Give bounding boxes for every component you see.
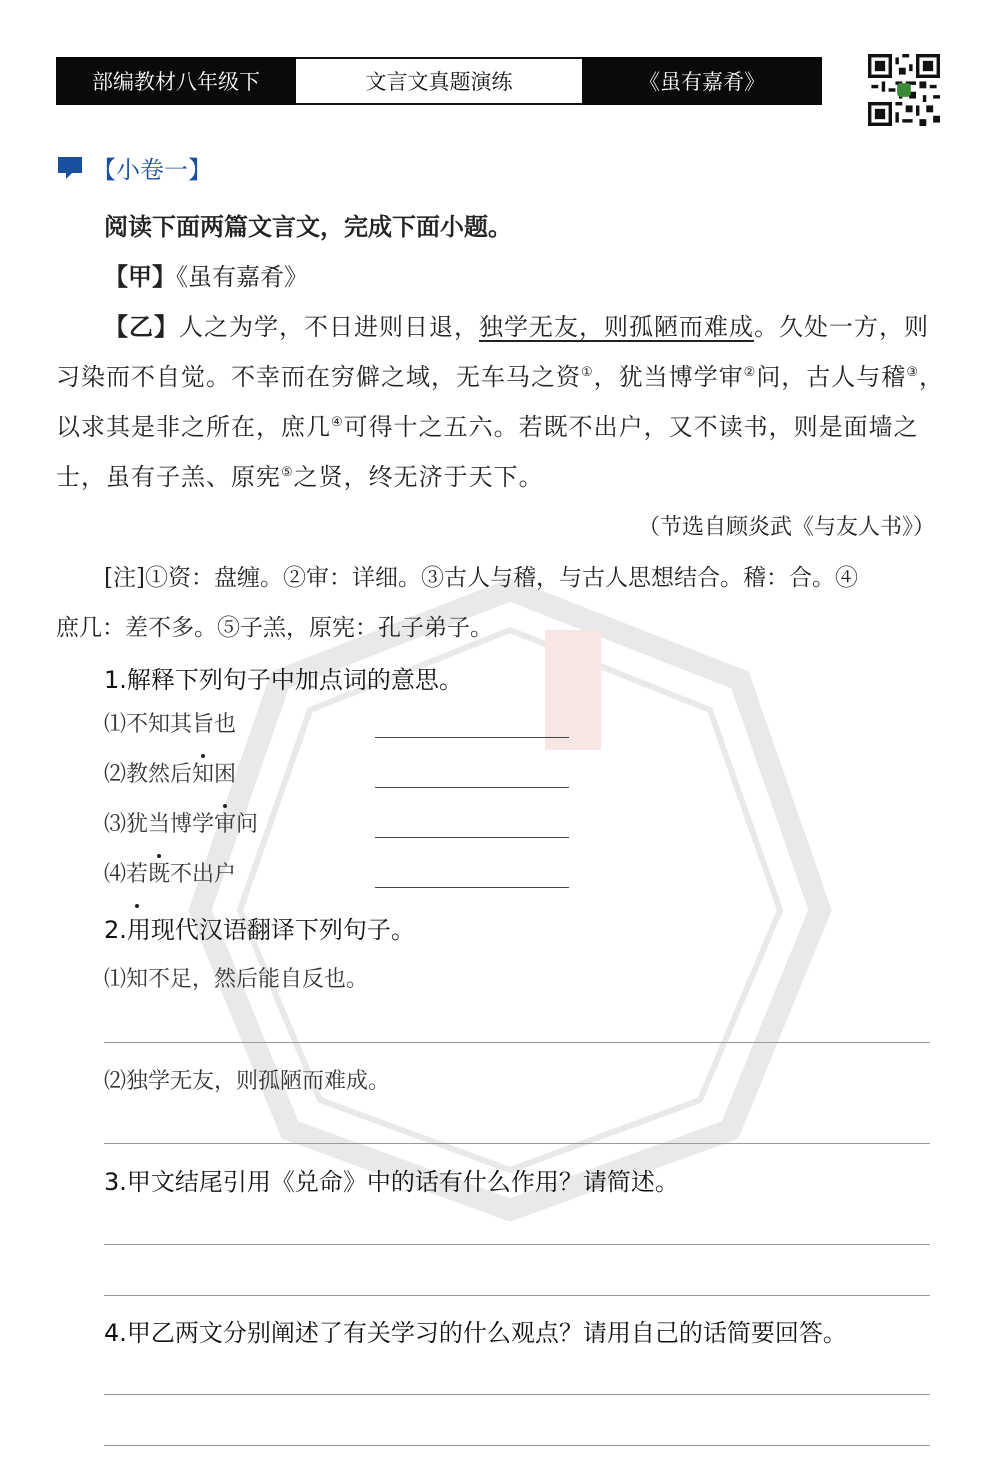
notes-line2: 庶几：差不多。⑤子羔，原宪：孔子弟子。	[56, 615, 493, 641]
text-a-heading	[104, 252, 308, 302]
footnote-ref-5: ⑤	[281, 465, 294, 480]
instruction: 阅读下面两篇文言文，完成下面小题。	[104, 213, 512, 241]
dotted-word: 当	[148, 800, 170, 850]
text-b-underlined: 独学无友，则孤陋而难成	[479, 313, 754, 341]
q1-title: 1.解释下列句子中加点词的意思。	[104, 666, 463, 694]
text-b-line1: 人之为学，不日进则日退，	[179, 313, 479, 341]
header-bar	[56, 57, 822, 105]
bookmark-icon	[56, 155, 86, 181]
text-a-tag: 【甲】	[104, 263, 176, 291]
text-b-line1-end: 。久处一方，则	[754, 313, 929, 341]
footnote-ref-3: ③	[906, 365, 919, 380]
dotted-word: 若	[126, 850, 148, 900]
q1-item-2	[104, 750, 236, 800]
answer-blank-2[interactable]	[375, 787, 569, 788]
q1-item-3	[104, 800, 258, 850]
answer-line-q3-1[interactable]	[104, 1244, 930, 1245]
footnote-ref-1: ①	[581, 365, 594, 380]
text-a-title: 《虽有嘉肴》	[176, 263, 308, 291]
answer-line-q4-2[interactable]	[104, 1445, 930, 1446]
footnote-ref-4: ④	[331, 415, 344, 430]
header-title: 《虽有嘉肴》	[582, 57, 822, 105]
dotted-word: 旨	[192, 700, 214, 750]
q3-title: 3.甲文结尾引用《兑命》中的话有什么作用？请简述。	[104, 1168, 679, 1196]
text-b-line3b: 可得十之五六。若既不出户，又不读书，则是面墙之	[343, 413, 919, 441]
q2-sentence-2: ⑵独学无友，则孤陋而难成。	[104, 1069, 391, 1094]
answer-line-q2-2[interactable]	[104, 1143, 930, 1144]
answer-blank-3[interactable]	[375, 837, 569, 838]
q2-title: 2.用现代汉语翻译下列句子。	[104, 916, 415, 944]
answer-line-q2-1[interactable]	[104, 1042, 930, 1043]
text-b-line4a: 士，虽有子羔、原宪	[56, 463, 281, 491]
q1-item-post: 既不出户	[148, 862, 237, 887]
dotted-word: 困	[214, 750, 236, 800]
q2-sentence-1: ⑴知不足，然后能自反也。	[104, 967, 369, 992]
q1-item-pre: 犹	[126, 812, 149, 837]
q1-item-1	[104, 700, 236, 750]
text-b-line4b: 之贤，终无济于天下。	[293, 463, 544, 491]
q1-item-post: 也	[214, 712, 237, 737]
section-label: 【小卷一】	[92, 156, 212, 184]
q1-item-num: ⑵	[104, 762, 127, 787]
q4-title: 4.甲乙两文分别阐述了有关学习的什么观点？请用自己的话简要回答。	[104, 1319, 847, 1347]
text-b-line2c: 问，古人与稽	[756, 363, 907, 391]
answer-blank-1[interactable]	[375, 737, 569, 738]
section-heading	[56, 150, 212, 185]
answer-blank-4[interactable]	[375, 887, 569, 888]
text-b-line2a: 习染而不自觉。不幸而在穷僻之域，无车马之资	[56, 363, 581, 391]
answer-line-q4-1[interactable]	[104, 1394, 930, 1395]
q1-item-num: ⑴	[104, 712, 127, 737]
q1-item-pre: 教然后知	[126, 762, 215, 787]
q1-item-num: ⑷	[104, 862, 127, 887]
text-b-paragraph	[56, 302, 944, 502]
notes-line1: [注]①资：盘缠。②审：详细。③古人与稽，与古人思想结合。稽：合。④	[104, 565, 858, 591]
q1-item-pre: 不知其	[126, 712, 193, 737]
q1-item-4	[104, 850, 236, 900]
text-b-tag: 【乙】	[104, 313, 179, 341]
text-b-line2b: ，犹当博学审	[593, 363, 744, 391]
answer-line-q3-2[interactable]	[104, 1295, 930, 1296]
q1-item-num: ⑶	[104, 812, 127, 837]
text-b-source: （节选自顾炎武《与友人书》）	[637, 515, 935, 540]
text-b-line3a: 以求其是非之所在，庶几	[56, 413, 331, 441]
q1-item-post: 博学审问	[170, 812, 259, 837]
footnote-ref-2: ②	[743, 365, 757, 380]
header-grade: 部编教材八年级下	[56, 57, 296, 105]
text-b-line2d: ，	[918, 363, 944, 391]
header-category: 文言文真题演练	[296, 57, 582, 105]
qr-code-icon[interactable]	[868, 54, 940, 126]
